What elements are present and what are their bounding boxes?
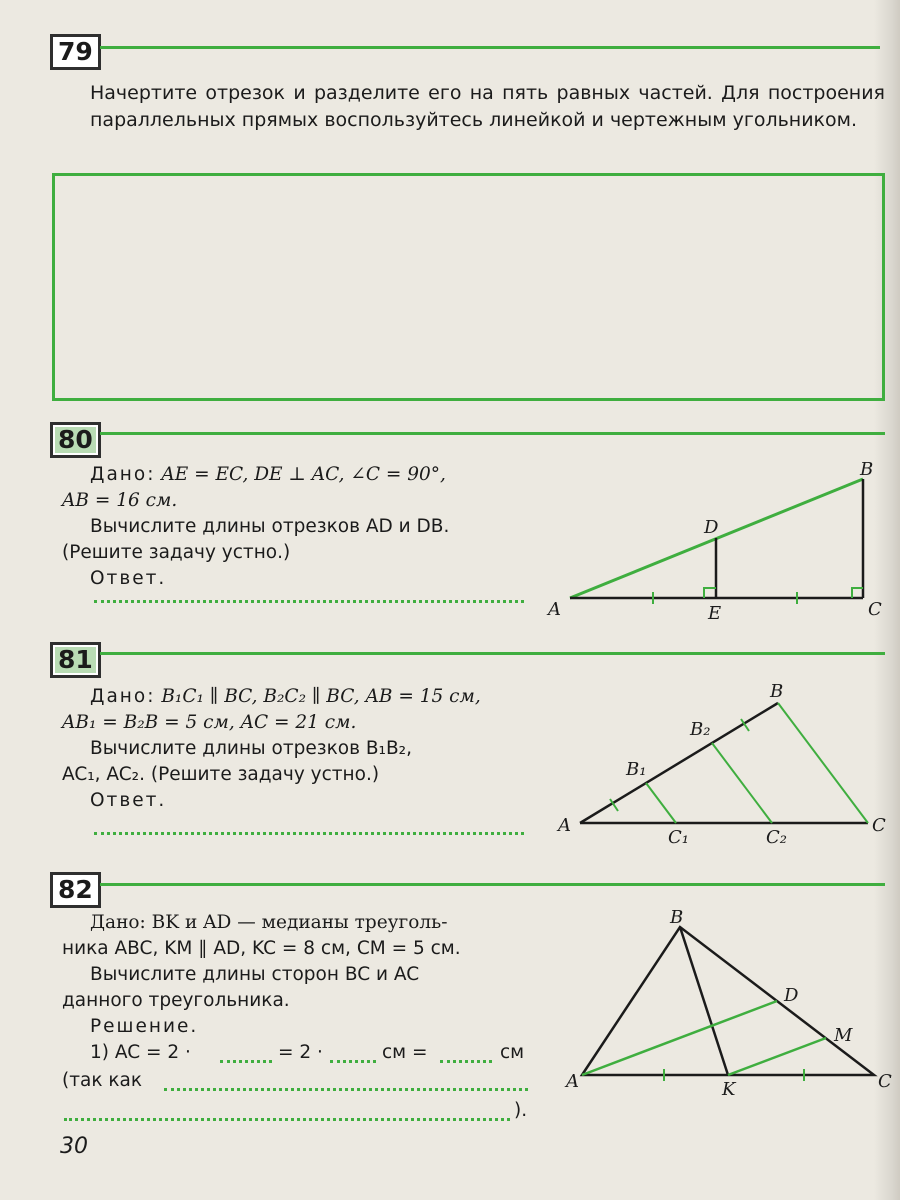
label-C: C [872,815,886,836]
segment-B1C1 [646,783,676,823]
p80-answer-label: Ответ. [90,568,167,589]
figure-82 [556,905,896,1100]
p80-answer-line[interactable] [94,600,524,603]
right-angle-E [704,588,716,598]
label-C: C [878,1071,892,1092]
p82-step1-d: см [500,1042,525,1063]
p82-given-2: ника ABC, KM ∥ AD, KC = 8 см, CM = 5 см. [62,938,461,959]
p82-close: ). [514,1100,528,1121]
figure-81 [550,675,895,855]
p80-given-row [90,462,446,488]
drawing-area-79[interactable] [52,173,885,401]
page-number: 30 [60,1134,88,1159]
p81-task-1: Вычислите длины отрезков B₁B₂, [90,738,412,759]
label-A: A [558,815,571,836]
p80-note: (Решите задачу устно.) [62,542,291,563]
label-B: B [670,907,684,928]
p81-task-2: AC₁, AC₂. (Решите задачу устно.) [62,764,380,785]
label-B: B [770,681,784,702]
label-M: M [834,1025,853,1046]
p82-blank-4[interactable] [164,1088,528,1091]
segment-KM [728,1038,826,1075]
label-E: E [708,603,722,624]
divider-82 [100,883,885,886]
p82-step1-c: см = [382,1042,428,1063]
p80-given-label: Дано: [90,464,156,485]
p81-given-2: AB₁ = B₂B = 5 см, AC = 21 см. [62,712,357,733]
problem-number-79: 79 [50,34,101,70]
p82-step1-b: = 2 · [278,1042,323,1063]
label-D: D [704,517,719,538]
label-A: A [548,599,561,620]
p81-given-1: B₁C₁ ∥ BC, B₂C₂ ∥ BC, AB = 15 см, [161,686,481,707]
median-AD [582,1001,777,1075]
problem-79-text: Начертите отрезок и разделите его на пять равных частей. Для построения параллельных прямых воспользуйтесь линейкой и чертежным угольником. [90,82,885,131]
problem-number-80: 80 [50,422,101,458]
p81-given-row [90,684,481,710]
label-B2: B₂ [690,719,711,740]
label-C2: C₂ [766,827,787,848]
p82-step1-a: 1) AC = 2 · [90,1042,191,1063]
p81-answer-label: Ответ. [90,790,167,811]
segment-BC [778,703,868,823]
label-B: B [860,459,874,480]
p80-task: Вычислите длины отрезков AD и DB. [90,516,450,537]
p82-because: (так как [62,1070,143,1091]
p81-given-label: Дано: [90,686,156,707]
label-D: D [784,985,799,1006]
triangle-ABC [582,927,874,1075]
p82-given-1: Дано: BK и AD — медианы треуголь- [90,912,448,933]
label-K: K [722,1079,736,1100]
right-angle-C [852,588,863,598]
label-A: A [566,1071,579,1092]
divider-81 [100,652,885,655]
label-C1: C₁ [668,827,689,848]
p82-blank-2[interactable] [330,1060,376,1063]
p80-given-1: AE = EC, DE ⊥ AC, ∠C = 90°, [161,464,446,485]
label-C: C [868,599,882,620]
figure-80 [540,455,890,625]
label-B1: B₁ [626,759,647,780]
p82-blank-3[interactable] [440,1060,492,1063]
median-BK [680,927,728,1075]
divider-80 [100,432,885,435]
problem-number-81: 81 [50,642,101,678]
segment-AB [580,703,778,823]
p82-blank-1[interactable] [220,1060,272,1063]
problem-number-82: 82 [50,872,101,908]
p82-solution-label: Решение. [90,1016,199,1037]
p81-answer-line[interactable] [94,832,524,835]
p82-task-2: данного треугольника. [62,990,290,1011]
p80-given-2: AB = 16 см. [62,490,178,511]
divider-79 [100,46,880,49]
p82-task-1: Вычислите длины сторон BC и AC [90,964,420,985]
segment-B2C2 [712,743,772,823]
p82-blank-5[interactable] [64,1118,510,1121]
